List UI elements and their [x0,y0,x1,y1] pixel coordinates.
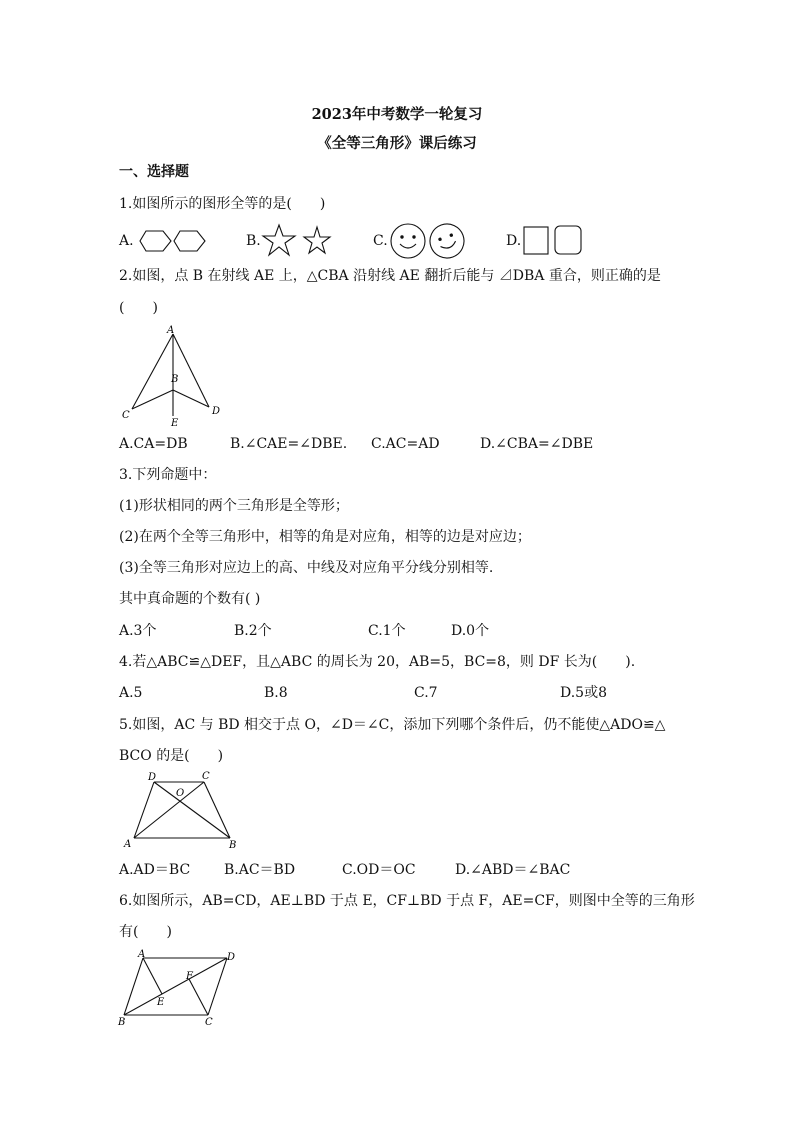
q2-option-a: A.CA=DB [119,436,188,452]
document-subtitle: 《全等三角形》课后练习 [317,135,477,152]
question-5-stem-line1: 5.如图，AC 与 BD 相交于点 O，∠D＝∠C，添加下列哪个条件后，仍不能使△ADO≌△ [119,717,666,733]
q1-option-d-label: D. [506,233,522,249]
point-label-d: D [227,952,236,963]
q3-option-c: C.1个 [368,623,406,639]
star-shape [263,225,295,255]
point-label-a: A [167,325,175,336]
point-label-c: C [122,410,130,421]
question-1-stem: 1.如图所示的图形全等的是( ) [119,196,326,212]
q3-option-d: D.0个 [451,623,490,639]
q3-option-a: A.3个 [119,623,157,639]
q6-parallelogram-figure [116,948,241,1030]
document-title: 2023年中考数学一轮复习 [311,106,483,123]
q4-option-d: D.5或8 [560,685,607,701]
q5-option-d: D.∠ABD＝∠BAC [455,862,571,878]
point-label-a: A [124,839,132,850]
q4-option-a: A.5 [119,685,143,701]
squares-figure [522,224,584,256]
question-5-stem-line2: BCO 的是( ) [119,748,224,764]
q2-option-d: D.∠CBA=∠DBE [480,436,594,452]
q3-question: 其中真命题的个数有( ) [119,591,261,607]
hexagon-shape [140,231,171,251]
point-label-b: B [171,374,179,385]
point-label-b: B [229,840,237,851]
hexagon-shape [174,231,205,251]
q2-kite-figure [118,322,228,428]
q2-option-c: C.AC=AD [371,436,440,452]
q3-statement-1: (1)形状相同的两个三角形是全等形； [119,498,349,514]
question-2-stem-line1: 2.如图，点 B 在射线 AE 上，△CBA 沿射线 AE 翻折后能与 ⊿DBA 重合，则正确的是 [119,268,661,284]
point-label-a: A [138,949,146,960]
point-label-f: F [186,971,193,982]
q4-option-c: C.7 [414,685,438,701]
question-2-stem-line2: ( ) [119,300,158,316]
point-label-d: D [148,772,157,783]
smiley-faces-figure [389,222,467,260]
question-3-stem: 3.下列命题中： [119,467,217,483]
q3-statement-2: (2)在两个全等三角形中，相等的角是对应角，相等的边是对应边； [119,529,531,545]
point-label-e: E [157,997,165,1008]
square-shape [524,227,548,254]
q5-option-b: B.AC＝BD [224,862,296,878]
hexagons-figure [138,226,210,256]
point-label-c: C [205,1017,213,1028]
point-label-e: E [171,418,179,429]
q1-option-c-label: C. [373,233,388,249]
q1-option-b-label: B. [246,233,261,249]
q3-statement-3: (3)全等三角形对应边上的高、中线及对应角平分线分别相等. [119,560,494,576]
section-heading: 一、选择题 [119,164,189,180]
q5-option-a: A.AD＝BC [119,862,191,878]
rounded-square-shape [555,226,581,254]
q5-trapezoid-figure [118,768,243,854]
smiley-face-icon [425,219,469,263]
question-6-stem-line2: 有( ) [119,924,172,940]
stars-figure [261,223,331,257]
point-label-d: D [212,406,221,417]
q2-option-b: B.∠CAE=∠DBE. [230,436,348,452]
question-6-stem-line1: 6.如图所示，AB=CD，AE⊥BD 于点 E，CF⊥BD 于点 F，AE=CF，则图中全等的三角形 [119,893,695,909]
point-label-c: C [202,771,210,782]
smiley-face-icon [391,224,425,258]
q4-option-b: B.8 [264,685,288,701]
point-label-o: O [176,788,185,799]
question-4-stem: 4.若△ABC≌△DEF，且△ABC 的周长为 20，AB=5，BC=8，则 DF 长为( ). [119,654,636,670]
point-label-b: B [118,1017,126,1028]
q3-option-b: B.2个 [234,623,272,639]
q1-option-a-label: A. [119,233,134,249]
star-shape [304,227,330,253]
q5-option-c: C.OD＝OC [342,862,416,878]
